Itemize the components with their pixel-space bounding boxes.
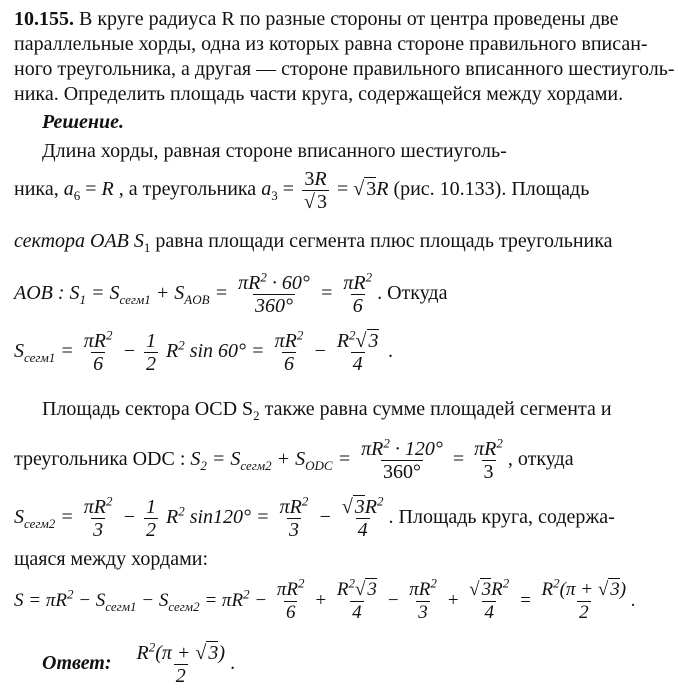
solution-line-2: ника, $a_6 = R$ , а треугольника $a_3$ = $\frac{3R}{√ 3}$ = √ 3R (рис. 10.133). Площадь	[14, 167, 590, 213]
solution-line-1: Длина хорды, равная стороне вписанного шестиуголь-	[42, 140, 507, 162]
formula-s1: AOB : $S_1 = S_{сегм1} + S_{AOB}$ = $\frac{\pi R^2 \cdot 60^\circ}{360^\circ}$ = $\frac{\pi R^2}{6}$ . Откуда	[14, 269, 448, 317]
fraction: $\frac{1}{2}$	[146, 329, 156, 375]
fraction: $\frac{R^2√ 3}{4}$	[336, 575, 377, 624]
fraction: $\frac{\pi R^2}{3}$	[279, 493, 309, 541]
answer-line: Ответ: $\frac{R^2(\pi + √ 3)}{2}$ .	[42, 639, 236, 687]
problem-number: 10.155.	[14, 8, 74, 30]
solution-line-9: щаяся между хордами:	[14, 548, 209, 570]
formula-segment-2: $S_{сегм2}$ = $\frac{\pi R^2}{3}$ − $\frac{1}{2}$ $R^2$ sin120° = $\frac{\pi R^2}{3}$ − $\frac{√ 3R^2}{4}$ . Площадь круга, содержа-	[14, 493, 615, 541]
fraction: $\frac{\pi R^2}{6}$	[274, 327, 304, 375]
fraction: $\frac{√ 3R^2}{4}$	[469, 575, 510, 624]
problem-line-3: ного треугольника, а другая — стороне правильного вписанного шестиуголь-	[14, 58, 675, 80]
formula-s2: треугольника ODC : $S_2 = S_{сегм2} + S_{ODC}$ = $\frac{\pi R^2 \cdot 120^\circ}{360^\circ}$ = $\frac{\pi R^2}{3}$ , откуда	[14, 435, 574, 483]
fraction: $\frac{\pi R^2}{3}$	[83, 493, 113, 541]
answer-label: Ответ:	[42, 652, 112, 674]
fraction: $\frac{√ 3R^2}{4}$	[341, 493, 384, 541]
fraction: $\frac{\pi R^2}{3}$	[409, 575, 437, 624]
fraction: $\frac{\pi R^2}{6}$	[343, 269, 373, 317]
fraction: $\frac{\pi R^2}{6}$	[276, 575, 305, 624]
solution-line-3: сектора OAB $S_1$ равна площади сегмента плюс площадь треугольника	[14, 230, 613, 255]
fraction: $\frac{R^2√ 3}{4}$	[336, 327, 379, 375]
fraction: $\frac{R^2(\pi + √ 3)}{2}$	[541, 575, 627, 624]
fraction: $\frac{\pi R^2 \cdot 120^\circ}{360^\circ}$	[361, 435, 443, 483]
solution-label: Решение.	[42, 111, 125, 133]
fraction: $\frac{1}{2}$	[146, 495, 156, 541]
fraction: $\frac{\pi R^2 \cdot 60^\circ}{360^\circ}$	[238, 269, 310, 317]
problem-line-4: ника. Определить площадь части круга, содержащейся между хордами.	[14, 83, 624, 105]
answer-fraction: $\frac{R^2(\pi + √ 3)}{2}$	[136, 639, 226, 687]
fraction: $\frac{3R}{√ 3}$	[303, 167, 327, 213]
formula-segment-1: $S_{сегм1}$ = $\frac{\pi R^2}{6}$ − $\frac{1}{2}$ $R^2$ sin 60° = $\frac{\pi R^2}{6}$ − $\frac{R^2√ 3}{4}$ .	[14, 327, 394, 375]
problem-line-2: параллельные хорды, одна из которых равна стороне правильного вписан-	[14, 33, 648, 55]
solution-line-6: Площадь сектора OCD $S_2$ также равна сумме площадей сегмента и	[42, 398, 612, 423]
fraction: $\frac{\pi R^2}{6}$	[83, 327, 113, 375]
fraction: $\frac{\pi R^2}{3}$	[474, 435, 503, 483]
formula-area: $S = \pi R^2 - S_{сегм1} - S_{сегм2} = \pi R^2$ − $\frac{\pi R^2}{6}$ + $\frac{R^2√ 3}{4}$ − $\frac{\pi R^2}{3}$ + $\frac{√ 3R^2}{4}$ = $\frac{R^2(\pi + √ 3)}{2}$ .	[14, 575, 636, 624]
problem-line-1: 10.155. В круге радиуса R по разные стороны от центра проведены две	[14, 8, 619, 30]
